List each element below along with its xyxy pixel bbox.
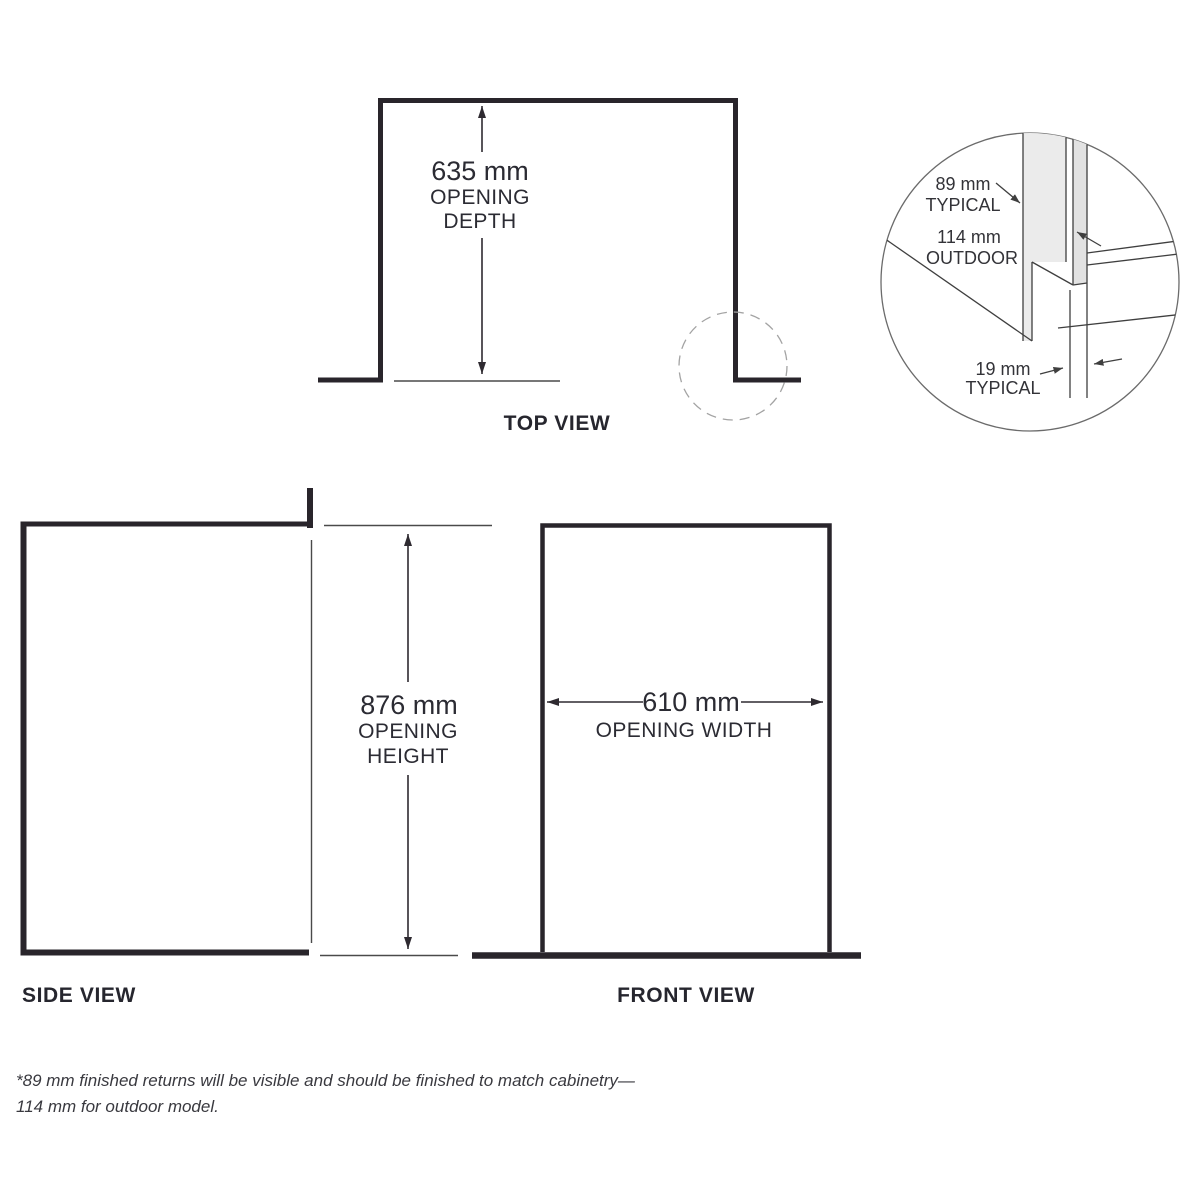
- front-view-drawing: [472, 526, 861, 1008]
- label-19mm-qualifier: TYPICAL: [965, 378, 1041, 398]
- corner-detail-drawing: [878, 118, 1187, 431]
- detail-arrow-19mm-left: [1040, 368, 1063, 374]
- label-114mm-qualifier: OUTDOOR: [926, 248, 1018, 268]
- label-89mm-value: 89 mm: [935, 174, 991, 194]
- detail-counter-edge-right-3: [1058, 314, 1184, 328]
- height-dimension-caption-2: HEIGHT: [367, 745, 449, 768]
- label-89mm-qualifier: TYPICAL: [925, 195, 1001, 215]
- top-view-drawing: [318, 101, 801, 436]
- detail-panel-bottom-edge: [1032, 262, 1073, 285]
- depth-dimension-value: 635 mm: [431, 156, 529, 186]
- detail-counter-edge-right-2: [1087, 253, 1187, 265]
- return-panel-face: [1023, 118, 1066, 341]
- height-dimension-caption-1: OPENING: [358, 720, 458, 743]
- detail-arrow-19mm-right: [1094, 359, 1122, 364]
- depth-dimension-caption-2: DEPTH: [443, 210, 517, 233]
- detail-counter-edge-right-1: [1087, 240, 1185, 253]
- detail-line-work: [878, 118, 1187, 398]
- footnote-line-2: 114 mm for outdoor model.: [16, 1097, 219, 1116]
- top-view-label: TOP VIEW: [503, 412, 611, 435]
- top-view-cutout-outline: [381, 101, 736, 381]
- side-view-label: SIDE VIEW: [22, 984, 136, 1007]
- front-view-label: FRONT VIEW: [617, 984, 755, 1007]
- depth-dimension-caption-1: OPENING: [430, 186, 530, 209]
- footnote: [16, 1068, 635, 1120]
- width-dimension-value: 610 mm: [642, 687, 740, 717]
- width-dimension-caption: OPENING WIDTH: [595, 719, 773, 742]
- label-114mm-value: 114 mm: [937, 227, 1001, 247]
- label-19mm-value: 19 mm: [975, 359, 1031, 379]
- side-view-drawing: [21, 488, 493, 1007]
- footnote-line-1: *89 mm finished returns will be visible and should be finished to match cabinetry—: [16, 1071, 635, 1090]
- height-dimension-value: 876 mm: [360, 690, 458, 720]
